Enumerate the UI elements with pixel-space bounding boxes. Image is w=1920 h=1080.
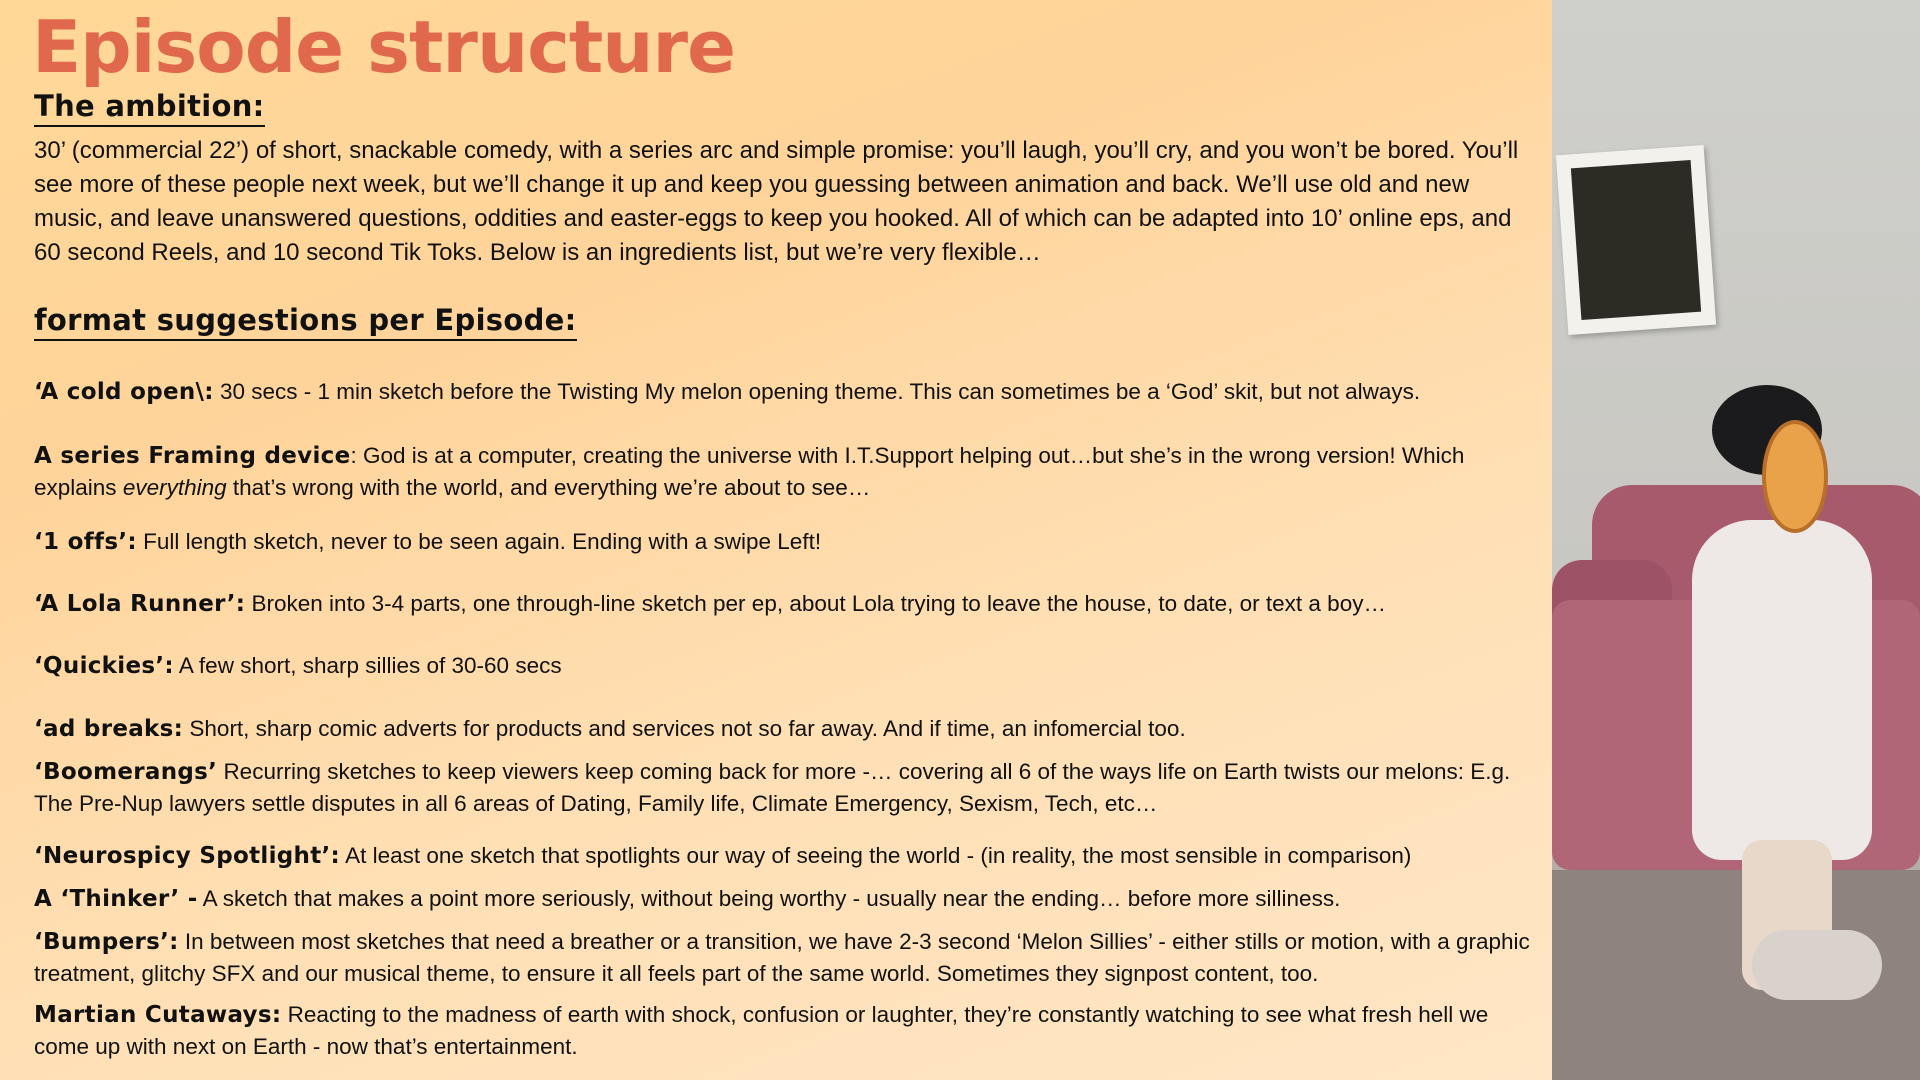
format-item-neurospicy-spotlight [34, 840, 1544, 872]
format-item-boomerangs [34, 756, 1544, 819]
format-item-text: : God is at a computer, creating the universe with I.T.Support helping out…but she’s in the wrong version! Which explains [34, 443, 1465, 500]
format-item-emphasis: everything [122, 475, 227, 500]
format-item-text: Broken into 3-4 parts, one through-line sketch per ep, about Lola trying to leave the house, to date, or text a boy… [251, 591, 1386, 616]
photo-woman-with-melon-face [1552, 0, 1920, 1080]
picture-frame [1556, 145, 1716, 335]
format-item-label: ‘Quickies’: [34, 653, 174, 679]
format-item-text: A sketch that makes a point more seriously, without being worthy - usually near the ending… before more silliness. [202, 886, 1341, 911]
format-item-label: ‘Boomerangs’ [34, 759, 218, 785]
format-item-text: A few short, sharp sillies of 30-60 secs [178, 653, 562, 678]
format-item-label: A ‘Thinker’ - [34, 886, 198, 912]
format-item-text: Reacting to the madness of earth with shock, confusion or laughter, they’re constantly watching to see what fresh hell we come up with next on Earth - now that’s entertainment. [34, 1002, 1489, 1059]
melon-icon [1762, 420, 1828, 533]
format-item-martian-cutaways [34, 999, 1544, 1062]
page-title: Episode structure [32, 5, 735, 89]
format-item-text: Full length sketch, never to be seen again. Ending with a swipe Left! [143, 529, 822, 554]
format-item-text: At least one sketch that spotlights our way of seeing the world - (in reality, the most sensible in comparison) [345, 843, 1412, 868]
ambition-heading: The ambition: [34, 88, 265, 127]
format-item-label: ‘Bumpers’: [34, 929, 179, 955]
format-item-framing-device [34, 440, 1544, 503]
format-item-label: ‘A Lola Runner’: [34, 591, 246, 617]
person [1692, 520, 1872, 860]
format-item-label: Martian Cutaways: [34, 1002, 282, 1028]
format-item-text: In between most sketches that need a breather or a transition, we have 2-3 second ‘Melon Sillies’ - either stills or motion, with a graphic treatment, glitchy SFX and our musical theme, to ensure it all feels part of the same world. Sometimes they signpost content, too. [34, 929, 1530, 986]
format-item-label: A series Framing device [34, 443, 351, 469]
format-item-cold-open [34, 376, 1544, 408]
format-item-label: ‘1 offs’: [34, 529, 137, 555]
format-item-bumpers [34, 926, 1544, 989]
format-item-text-end: that’s wrong with the world, and everything we’re about to see… [226, 475, 871, 500]
ambition-body: 30’ (commercial 22’) of short, snackable comedy, with a series arc and simple promise: you’ll laugh, you’ll cry, and you won’t be bored. You’ll see more of these people next week, but we’ll change it up and keep you guessing between animation and back. We’ll use old and new music, and leave unanswered questions, oddities and easter-eggs to keep you hooked. All of which can be adapted into 10’ online eps, and 60 second Reels, and 10 second Tik Toks. Below is an ingredients list, but we’re very flexible… [34, 137, 1519, 266]
format-item-text: 30 secs - 1 min sketch before the Twisting My melon opening theme. This can sometimes be a ‘God’ skit, but not always. [220, 379, 1421, 404]
format-item-quickies [34, 650, 1544, 682]
format-item-label: ‘A cold open\: [34, 379, 214, 405]
format-heading: format suggestions per Episode: [34, 302, 577, 341]
format-item-thinker [34, 883, 1544, 915]
format-item-ad-breaks [34, 713, 1544, 745]
format-item-text: Short, sharp comic adverts for products and services not so far away. And if time, an infomercial too. [189, 716, 1186, 741]
slippers [1752, 930, 1882, 1000]
format-item-label: ‘ad breaks: [34, 716, 184, 742]
format-item-1-offs [34, 526, 1544, 558]
format-item-text: Recurring sketches to keep viewers keep coming back for more -… covering all 6 of the ways life on Earth twists our melons: E.g. The Pre-Nup lawyers settle disputes in all 6 areas of Dating, Family life, Climate Emergency, Sexism, Tech, etc… [34, 759, 1511, 816]
format-item-label: ‘Neurospicy Spotlight’: [34, 843, 341, 869]
format-item-lola-runner [34, 588, 1544, 620]
